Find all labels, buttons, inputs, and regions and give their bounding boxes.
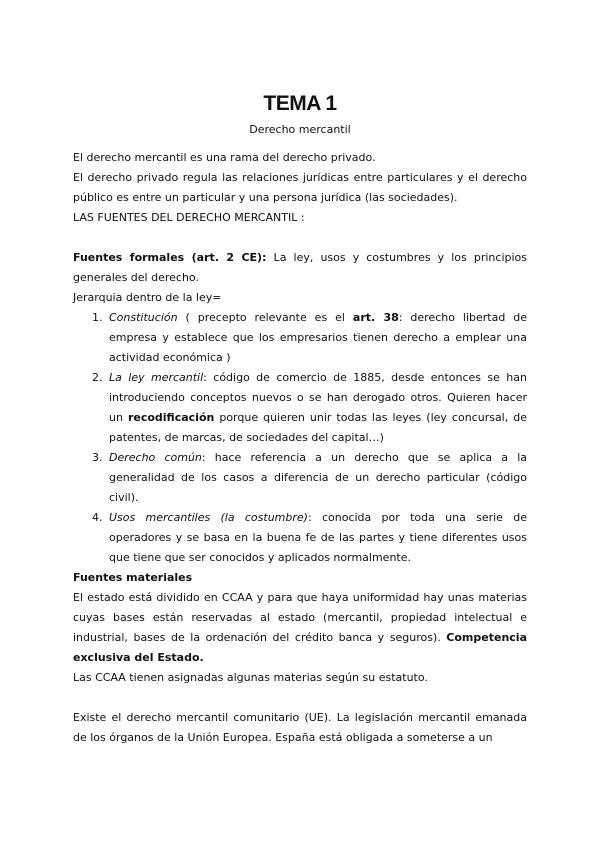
- list-bold-text: recodificación: [127, 411, 215, 424]
- list-item: [73, 368, 527, 448]
- document-body: [73, 148, 527, 748]
- document-title: TEMA 1: [263, 92, 337, 115]
- material-sources-paragraph: [73, 588, 527, 668]
- list-bold-text: art. 38: [352, 311, 399, 324]
- list-item: [73, 448, 527, 508]
- list-term: La ley mercantil: [109, 371, 204, 384]
- formal-sources-text: La ley, usos y costumbres y los principios generales del derecho.: [73, 251, 527, 284]
- formal-sources-paragraph: [73, 248, 527, 288]
- blank-line: [73, 228, 527, 248]
- list-item: [73, 308, 527, 368]
- list-text: : código de comercio de 1885, desde entonces se han introduciendo conceptos nuevos o se han derogado otros. Quieren hacer un: [109, 371, 527, 424]
- list-text: : derecho libertad de empresa y establece que los empresarios tienen derecho a emplear una actividad económica ): [109, 311, 528, 364]
- sources-heading: LAS FUENTES DEL DERECHO MERCANTIL :: [73, 211, 305, 224]
- document-subtitle: Derecho mercantil: [249, 123, 351, 136]
- list-text: : hace referencia a un derecho que se aplica a la generalidad de los casos a diferencia de un derecho particular (código civil).: [109, 451, 527, 504]
- list-number: 3.: [92, 451, 103, 464]
- material-sources-text: El estado está dividido en CCAA y para que haya uniformidad hay unas materias cuyas bases están reservadas al estado (mercantil, propiedad intelectual e industrial, bases de la ordenación del crédito banca y seguros).: [73, 591, 527, 644]
- material-sources-heading: [73, 568, 527, 588]
- intro-paragraph-1: El derecho mercantil es una rama del derecho privado.: [73, 151, 376, 164]
- blank-line: [73, 688, 527, 708]
- list-number: 1.: [92, 311, 103, 324]
- intro-paragraph-2: El derecho privado regula las relaciones jurídicas entre particulares y el derecho público es entre un particular y una persona jurídica (las sociedades).: [73, 171, 527, 204]
- hierarchy-label: Jerarquia dentro de la ley=: [73, 291, 222, 304]
- eu-paragraph: Existe el derecho mercantil comunitario (UE). La legislación mercantil emanada de los órganos de la Unión Europea. España está obligada a someterse a un: [73, 711, 527, 744]
- formal-sources-heading: Fuentes formales (art. 2 CE):: [73, 251, 267, 264]
- list-number: 2.: [92, 371, 103, 384]
- list-text: ( precepto relevante es el: [177, 311, 353, 324]
- list-term: Usos mercantiles (la costumbre): [109, 511, 308, 524]
- list-term: Derecho común: [109, 451, 202, 464]
- ccaa-paragraph: Las CCAA tienen asignadas algunas materias según su estatuto.: [73, 671, 428, 684]
- hierarchy-list: [73, 308, 527, 568]
- exclusive-competence-text: Competencia exclusiva del Estado.: [73, 631, 527, 664]
- list-number: 4.: [92, 511, 103, 524]
- list-text: : conocida por toda una serie de operadores y se basa en la buena fe de las partes y tiene diferentes usos que tiene que ser conocidos y aplicados normalmente.: [109, 511, 527, 564]
- list-item: [73, 508, 527, 568]
- material-sources-heading-text: Fuentes materiales: [73, 571, 193, 584]
- list-term: Constitución: [109, 311, 178, 324]
- list-text: porque quieren unir todas las leyes (ley concursal, de patentes, de marcas, de sociedades del capital…): [109, 411, 527, 444]
